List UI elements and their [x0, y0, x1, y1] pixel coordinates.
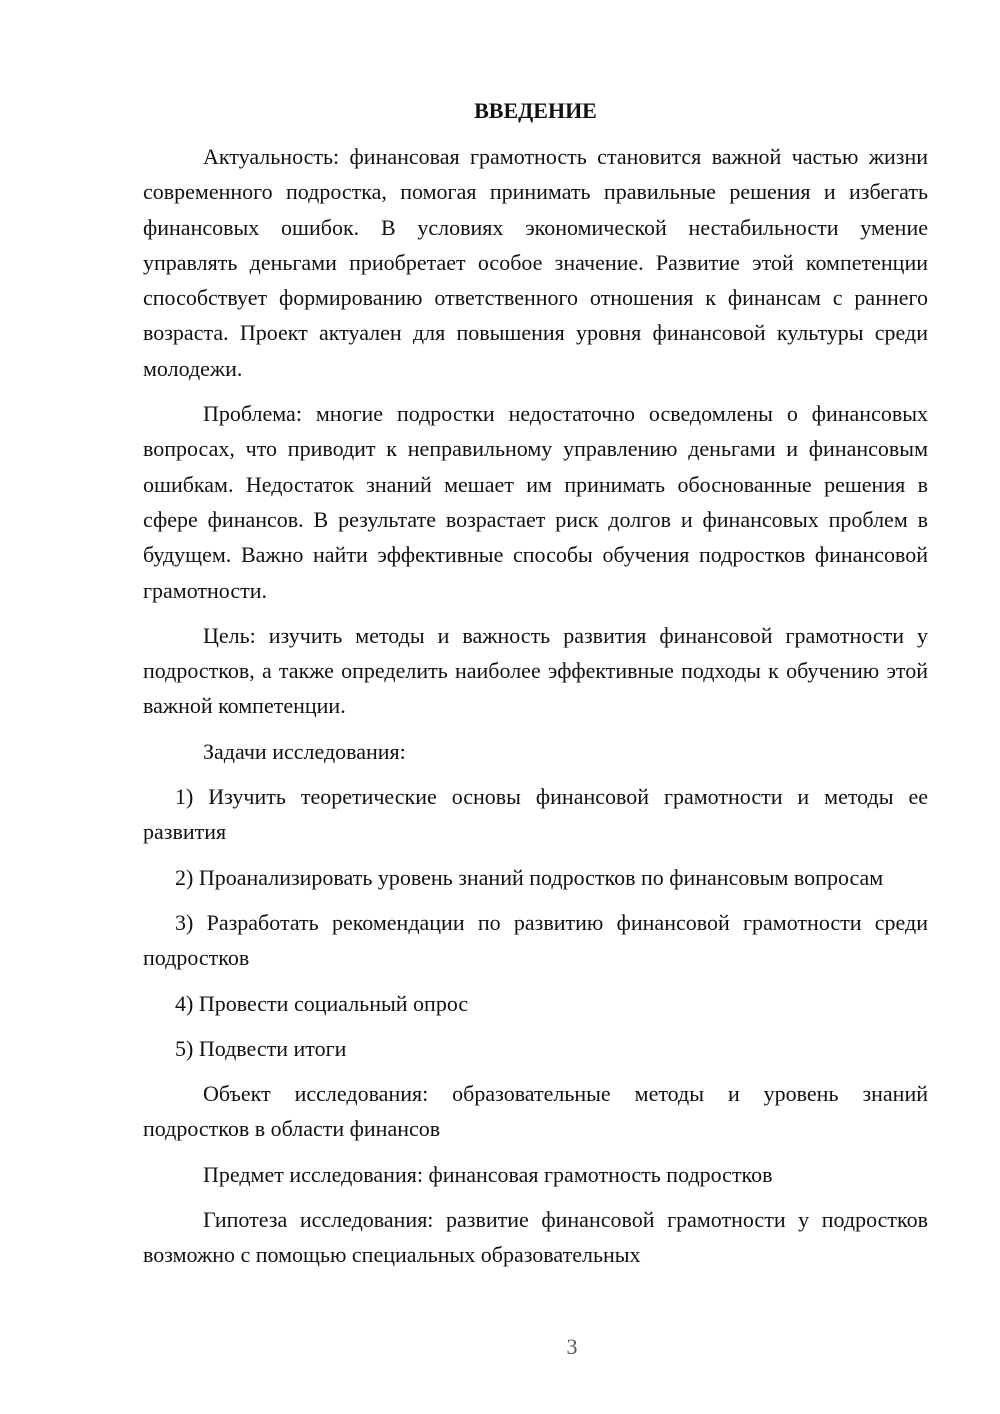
- task-item: 2) Проанализировать уровень знаний подростков по финансовым вопросам: [175, 864, 884, 890]
- object-paragraph: Объект исследования: образовательные методы и уровень знаний подростков в области финансов: [143, 1081, 928, 1142]
- hypothesis-paragraph: Гипотеза исследования: развитие финансовой грамотности у подростков возможно с помощью специальных образовательных: [143, 1207, 928, 1268]
- task-item: 3) Разработать рекомендации по развитию финансовой грамотности среди подростков: [143, 909, 928, 971]
- tasks-heading: Задачи исследования:: [203, 738, 406, 764]
- task-item: 4) Провести социальный опрос: [175, 990, 469, 1016]
- task-item: 5) Подвести итоги: [175, 1035, 347, 1061]
- page-content: [143, 96, 928, 1283]
- page-number: 3: [566, 1334, 578, 1359]
- relevance-paragraph: Актуальность: финансовая грамотность становится важной частью жизни современного подростка, помогая принимать правильные решения и избегать финансовых ошибок. В условиях экономической нестабильности умение управлять деньгами приобретает особое значение. Развитие этой компетенции способствует формированию ответственного отношения к финансам с раннего возраста. Проект актуален для повышения уровня финансовой культуры среди молодежи.: [143, 144, 928, 381]
- task-item: 1) Изучить теоретические основы финансовой грамотности и методы ее развития: [143, 784, 928, 845]
- section-title: ВВЕДЕНИЕ: [474, 98, 597, 123]
- subject-paragraph: Предмет исследования: финансовая грамотность подростков: [203, 1161, 773, 1187]
- problem-paragraph: Проблема: многие подростки недостаточно осведомлены о финансовых вопросах, что приводит к неправильному управлению деньгами и финансовым ошибкам. Недостаток знаний мешает им принимать обоснованные решения в сфере финансов. В результате возрастает риск долгов и финансовых проблем в будущем. Важно найти эффективные способы обучения подростков финансовой грамотности.: [143, 401, 928, 603]
- goal-paragraph: Цель: изучить методы и важность развития финансовой грамотности у подростков, а также определить наиболее эффективные подходы к обучению этой важной компетенции.: [143, 622, 928, 719]
